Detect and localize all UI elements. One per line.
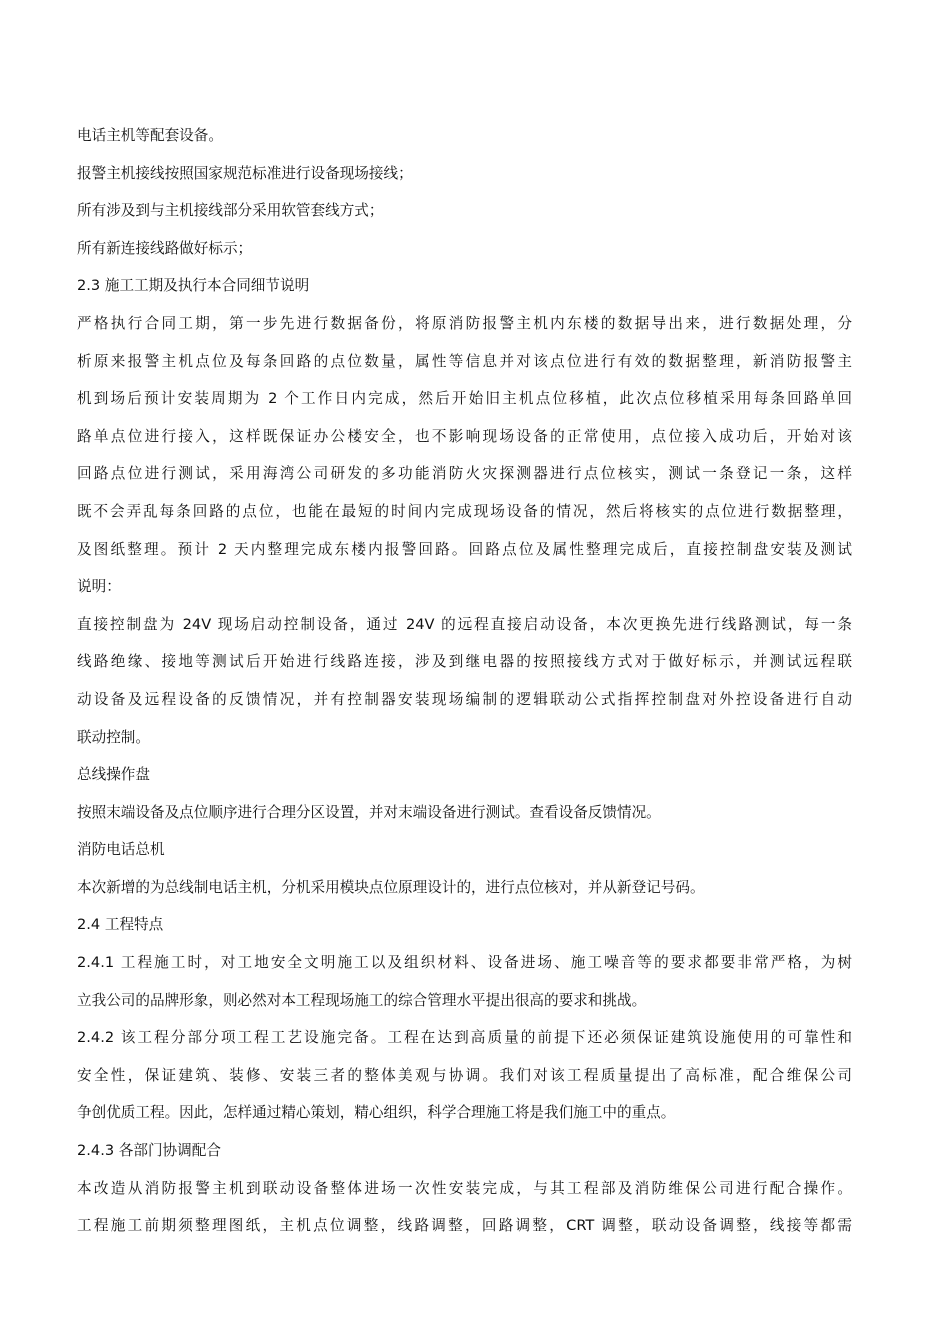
text-line: 本次新增的为总线制电话主机，分机采用模块点位原理设计的，进行点位核对，并从新登记号码。: [77, 878, 705, 896]
text-line: 电话主机等配套设备。: [77, 127, 223, 144]
text-line: 说明：: [77, 578, 121, 596]
text-line: 2.4.1 工程施工时，对工地安全文明施工以及组织材料、设备进场、施工噪音等的要求都要非常严格，为树: [77, 954, 852, 972]
text-line: 本改造从消防报警主机到联动设备整体进场一次性安装完成，与其工程部及消防维保公司进行配合操作。: [77, 1179, 852, 1197]
text-line: 回路点位进行测试，采用海湾公司研发的多功能消防火灾探测器进行点位核实，测试一条登记一条，这样: [77, 465, 852, 483]
text-line: 严格执行合同工期，第一步先进行数据备份，将原消防报警主机内东楼的数据导出来，进行数据处理，分: [77, 314, 852, 332]
text-line: 动设备及远程设备的反馈情况，并有控制器安装现场编制的逻辑联动公式指挥控制盘对外控设备进行自动: [77, 690, 852, 708]
document-body: [77, 117, 852, 1245]
text-line: 争创优质工程。因此，怎样通过精心策划，精心组织，科学合理施工将是我们施工中的重点。: [77, 1104, 676, 1122]
text-line: 所有涉及到与主机接线部分采用软管套线方式；: [77, 202, 384, 220]
text-line: 按照末端设备及点位顺序进行合理分区设置，并对末端设备进行测试。查看设备反馈情况。: [77, 803, 661, 821]
text-line: 报警主机接线按照国家规范标准进行设备现场接线；: [77, 164, 413, 182]
text-line: 安全性，保证建筑、装修、安装三者的整体美观与协调。我们对该工程质量提出了高标准，配合维保公司: [77, 1066, 852, 1084]
text-line: 析原来报警主机点位及每条回路的点位数量，属性等信息并对该点位进行有效的数据整理，新消防报警主: [77, 352, 852, 370]
text-line: 立我公司的品牌形象，则必然对本工程现场施工的综合管理水平提出很高的要求和挑战。: [77, 991, 647, 1009]
text-line: 2.4.3 各部门协调配合: [77, 1142, 221, 1160]
text-line: 消防电话总机: [77, 841, 165, 859]
text-line: 2.4.2 该工程分部分项工程工艺设施完备。工程在达到高质量的前提下还必须保证建筑设施使用的可靠性和: [77, 1029, 852, 1047]
text-line: 2.4 工程特点: [77, 916, 164, 934]
text-line: 总线操作盘: [77, 766, 150, 784]
text-line: 线路绝缘、接地等测试后开始进行线路连接，涉及到继电器的按照接线方式对于做好标示，并测试远程联: [77, 653, 852, 671]
text-line: 及图纸整理。预计 2 天内整理完成东楼内报警回路。回路点位及属性整理完成后，直接控制盘安装及测试: [77, 540, 852, 558]
text-line: 既不会弄乱每条回路的点位，也能在最短的时间内完成现场设备的情况，然后将核实的点位进行数据整理，: [77, 502, 852, 520]
text-line: 机到场后预计安装周期为 2 个工作日内完成，然后开始旧主机点位移植，此次点位移植采用每条回路单回: [77, 390, 852, 408]
text-line: 所有新连接线路做好标示；: [77, 239, 253, 257]
text-line: 联动控制。: [77, 728, 150, 746]
text-line: 路单点位进行接入，这样既保证办公楼安全，也不影响现场设备的正常使用，点位接入成功后，开始对该: [77, 427, 852, 445]
text-line: 工程施工前期须整理图纸，主机点位调整，线路调整，回路调整，CRT 调整，联动设备调整，线接等都需: [77, 1217, 852, 1235]
text-line: 2.3 施工工期及执行本合同细节说明: [77, 277, 310, 295]
text-line: 直接控制盘为 24V 现场启动控制设备，通过 24V 的远程直接启动设备，本次更换先进行线路测试，每一条: [77, 615, 852, 633]
